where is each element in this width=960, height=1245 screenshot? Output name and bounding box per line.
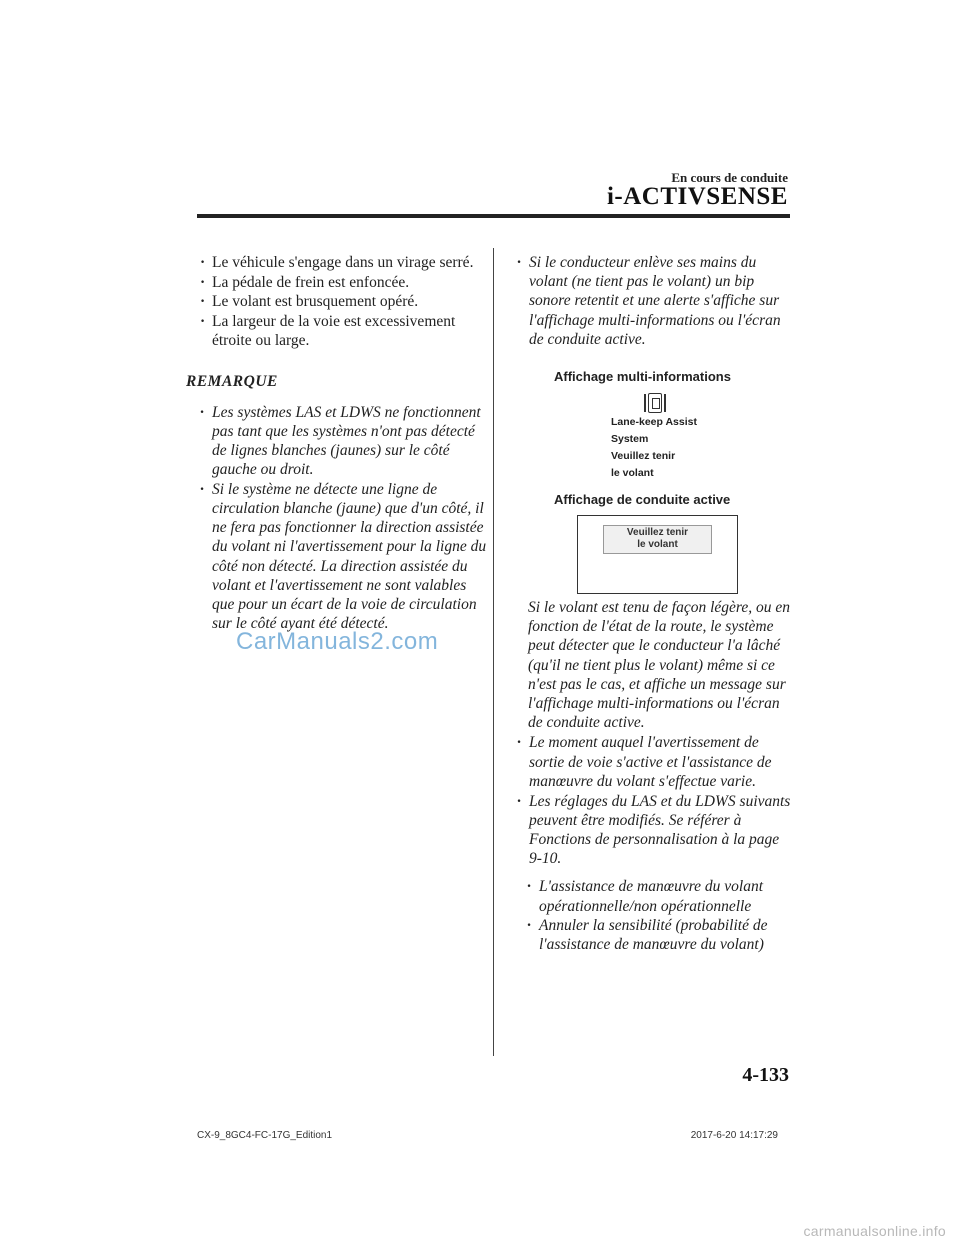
settings-list — [515, 733, 793, 868]
column-divider — [493, 248, 494, 1056]
condition-list — [198, 253, 488, 351]
list-item: · Les réglages du LAS et du LDWS suivants peuvent être modifiés. Se référer à Fonctions de personnalisation à la page 9-10. — [515, 792, 793, 869]
list-item: · L'assistance de manœuvre du volant opérationnelle/non opérationnelle — [525, 877, 793, 915]
header-rule — [197, 214, 790, 218]
multi-info-display-title: Affichage multi-informations — [554, 369, 731, 384]
footer-edition: CX-9_8GC4-FC-17G_Edition1 — [197, 1130, 333, 1141]
display-line: System — [611, 433, 649, 445]
site-watermark: carmanualsonline.info — [803, 1223, 946, 1239]
list-item: · Si le conducteur enlève ses mains du volant (ne tient pas le volant) un bip sonore retentit et une alerte s'affiche sur l'affichage multi-informations ou l'écran de conduite active. — [515, 253, 793, 349]
list-item: · Les systèmes LAS et LDWS ne fonctionnent pas tant que les systèmes n'ont pas détecté de lignes blanches (jaunes) sur le côté gauche ou droit. — [198, 403, 488, 480]
right-column-lower — [515, 598, 793, 955]
list-item: · Le moment auquel l'avertissement de sortie de voie s'active et l'assistance de manœuvre du volant s'effectue varie. — [515, 733, 793, 791]
settings-sub-list — [525, 877, 793, 954]
section-label: En cours de conduite — [671, 170, 788, 185]
active-driving-display-title: Affichage de conduite active — [554, 492, 731, 507]
steering-wheel-warning-icon — [648, 393, 662, 413]
display-line: Veuillez tenir — [626, 527, 689, 538]
list-item: · Le véhicule s'engage dans un virage serré. — [198, 253, 488, 272]
list-item: · La largeur de la voie est excessivement étroite ou large. — [198, 312, 488, 350]
remarque-heading: REMARQUE — [186, 372, 278, 390]
list-item: · Le volant est brusquement opéré. — [198, 292, 488, 311]
list-item: · La pédale de frein est enfoncée. — [198, 273, 488, 292]
display-line: le volant — [611, 467, 654, 479]
active-driving-display-frame — [577, 515, 738, 594]
active-driving-display-message — [603, 525, 712, 554]
display-line: Lane-keep Assist — [611, 416, 697, 428]
sensitivity-paragraph: Si le volant est tenu de façon légère, ou en fonction de l'état de la route, le système peut détecter que le conducteur l'a lâché (qu'il ne tient plus le volant) même si ce n'est pas le cas, et affiche un message sur l'affichage multi-informations ou l'écran de conduite active. — [528, 599, 790, 732]
left-column — [186, 253, 488, 634]
section-title: i-ACTIVSENSE — [606, 183, 788, 210]
list-item: · Si le système ne détecte une ligne de circulation blanche (jaune) que d'un côté, il ne fera pas fonctionner la direction assistée du volant ni l'avertissement pour la ligne du côté non détecté. La direction assistée du volant et l'avertissement ne sont valables que pour un écart de la voie de circulation sur le côté ayant été détecté. — [198, 480, 488, 634]
multi-info-display-message — [611, 414, 697, 482]
watermark: CarManuals2.com — [236, 628, 439, 655]
footer-timestamp: 2017-6-20 14:17:29 — [690, 1130, 778, 1141]
warning-list — [515, 253, 793, 349]
right-column — [515, 253, 793, 350]
display-line: Veuillez tenir — [611, 450, 676, 462]
note-list — [198, 403, 488, 634]
display-line: le volant — [637, 539, 678, 550]
page-number: 4-133 — [742, 1064, 789, 1086]
list-item: · Annuler la sensibilité (probabilité de l'assistance de manœuvre du volant) — [525, 916, 793, 954]
